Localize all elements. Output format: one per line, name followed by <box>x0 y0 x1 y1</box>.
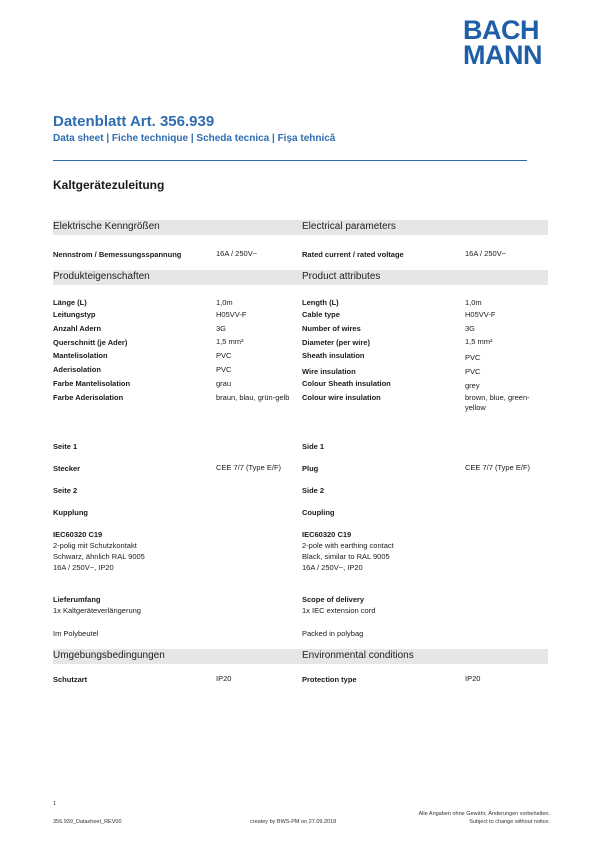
protection-label-en: Protection type <box>302 675 357 684</box>
document-id: 356.939_Datasheet_REV00 <box>53 819 122 825</box>
delivery-packaging-de: Im Polybeutel <box>53 629 99 638</box>
section-band-environment <box>53 649 548 664</box>
delivery-label-de: Lieferumfang <box>53 595 101 604</box>
attr-label-en: Colour Sheath insulation <box>302 379 391 388</box>
section-band-product <box>53 270 548 285</box>
attr-value-de: H05VV-F <box>216 310 247 319</box>
coupling-label-en: Coupling <box>302 508 335 517</box>
protection-label-de: Schutzart <box>53 675 88 684</box>
delivery-item-de: 1x Kaltgeräteverlängerung <box>53 606 141 615</box>
attr-label-en: Sheath insulation <box>302 351 365 360</box>
attr-label-de: Anzahl Adern <box>53 324 102 333</box>
section-heading-en: Electrical parameters <box>302 221 396 232</box>
plug-value-en: CEE 7/7 (Type E/F) <box>465 463 531 472</box>
disclaimer-de: Alle Angaben ohne Gewähr, Änderungen vorbehalten. <box>418 811 550 817</box>
attr-value-en: grey <box>465 381 480 390</box>
side2-heading-de: Seite 2 <box>53 486 78 495</box>
side1-heading-de: Seite 1 <box>53 442 78 451</box>
attr-label-en: Cable type <box>302 310 340 319</box>
delivery-item-en: 1x IEC extension cord <box>302 606 376 615</box>
section-heading-de: Elektrische Kenngrößen <box>53 221 160 232</box>
attr-label-de: Mantelisolation <box>53 351 108 360</box>
coupling-line-en: 2-pole with earthing contact <box>302 541 394 550</box>
side1-heading-en: Side 1 <box>302 442 325 451</box>
attr-value-en: 1,5 mm² <box>465 337 493 346</box>
coupling-line-de: Schwarz, ähnlich RAL 9005 <box>53 552 145 561</box>
rated-label-de: Nennstrom / Bemessungsspannung <box>53 250 182 259</box>
bachmann-logo <box>463 15 551 70</box>
attr-label-de: Leitungstyp <box>53 310 96 319</box>
coupling-label-de: Kupplung <box>53 508 88 517</box>
section-heading-en: Environmental conditions <box>302 650 414 661</box>
coupling-line-de: 2-polig mit Schutzkontakt <box>53 541 137 550</box>
attr-value-de: PVC <box>216 365 232 374</box>
plug-value-de: CEE 7/7 (Type E/F) <box>216 463 282 472</box>
attr-label-de: Farbe Mantelisolation <box>53 379 131 388</box>
attr-label-en: Length (L) <box>302 298 339 307</box>
section-band-electrical <box>53 220 548 235</box>
created-info: createy by BWS-PM on 27.09.2018 <box>250 819 337 825</box>
attr-value-en: 3G <box>465 324 476 333</box>
attr-value-en: H05VV-F <box>465 310 496 319</box>
protection-value-en: IP20 <box>465 674 481 683</box>
section-heading-de: Umgebungsbedingungen <box>53 650 165 661</box>
attr-label-en: Colour wire insulation <box>302 393 381 402</box>
plug-label-de: Stecker <box>53 464 81 473</box>
rated-label-en: Rated current / rated voltage <box>302 250 404 259</box>
attr-label-de: Länge (L) <box>53 298 87 307</box>
rated-value-de: 16A / 250V~ <box>216 249 258 258</box>
delivery-label-en: Scope of delivery <box>302 595 365 604</box>
attr-label-de: Farbe Aderisolation <box>53 393 124 402</box>
rated-value-en: 16A / 250V~ <box>465 249 507 258</box>
attr-label-en: Wire insulation <box>302 367 356 376</box>
attr-value-en: 1,0m <box>465 298 482 307</box>
protection-value-de: IP20 <box>216 674 232 683</box>
attr-value-de: 1,0m <box>216 298 233 307</box>
disclaimer-en: Subject to change without notice. <box>469 819 550 825</box>
coupling-line-de: 16A / 250V~, IP20 <box>53 563 114 572</box>
side2-heading-en: Side 2 <box>302 486 325 495</box>
page-title: Datenblatt Art. 356.939 <box>53 113 215 130</box>
section-heading-de: Produkteigenschaften <box>53 271 150 282</box>
attr-label-de: Querschnitt (je Ader) <box>53 338 128 347</box>
coupling-line-en: 16A / 250V~, IP20 <box>302 563 363 572</box>
logo-line-2: MANN <box>463 40 542 70</box>
page-number: 1 <box>53 801 57 807</box>
attr-value-de: PVC <box>216 351 232 360</box>
attr-value-de: 3G <box>216 324 227 333</box>
attr-value-en: PVC <box>465 353 481 362</box>
product-name: Kaltgerätezuleitung <box>53 178 165 192</box>
page-subtitle: Data sheet | Fiche technique | Scheda tecnica | Fişa tehnică <box>53 133 336 144</box>
title-divider <box>53 160 527 161</box>
attr-value-de: grau <box>216 379 232 388</box>
attr-value-en-wrap: yellow <box>465 403 486 412</box>
delivery-packaging-en: Packed in polybag <box>302 629 364 638</box>
coupling-title-de: IEC60320 C19 <box>53 530 103 539</box>
coupling-line-en: Black, similar to RAL 9005 <box>302 552 390 561</box>
attr-value-en: brown, blue, green- <box>465 393 530 402</box>
attr-value-de: 1,5 mm² <box>216 337 244 346</box>
logo-line-1: BACH <box>463 15 539 45</box>
attr-value-en: PVC <box>465 367 481 376</box>
attr-label-en: Number of wires <box>302 324 361 333</box>
plug-label-en: Plug <box>302 464 319 473</box>
attr-label-de: Aderisolation <box>53 365 101 374</box>
attr-label-en: Diameter (per wire) <box>302 338 370 347</box>
coupling-title-en: IEC60320 C19 <box>302 530 352 539</box>
section-heading-en: Product attributes <box>302 271 381 282</box>
attr-value-de: braun, blau, grün-gelb <box>216 393 290 402</box>
